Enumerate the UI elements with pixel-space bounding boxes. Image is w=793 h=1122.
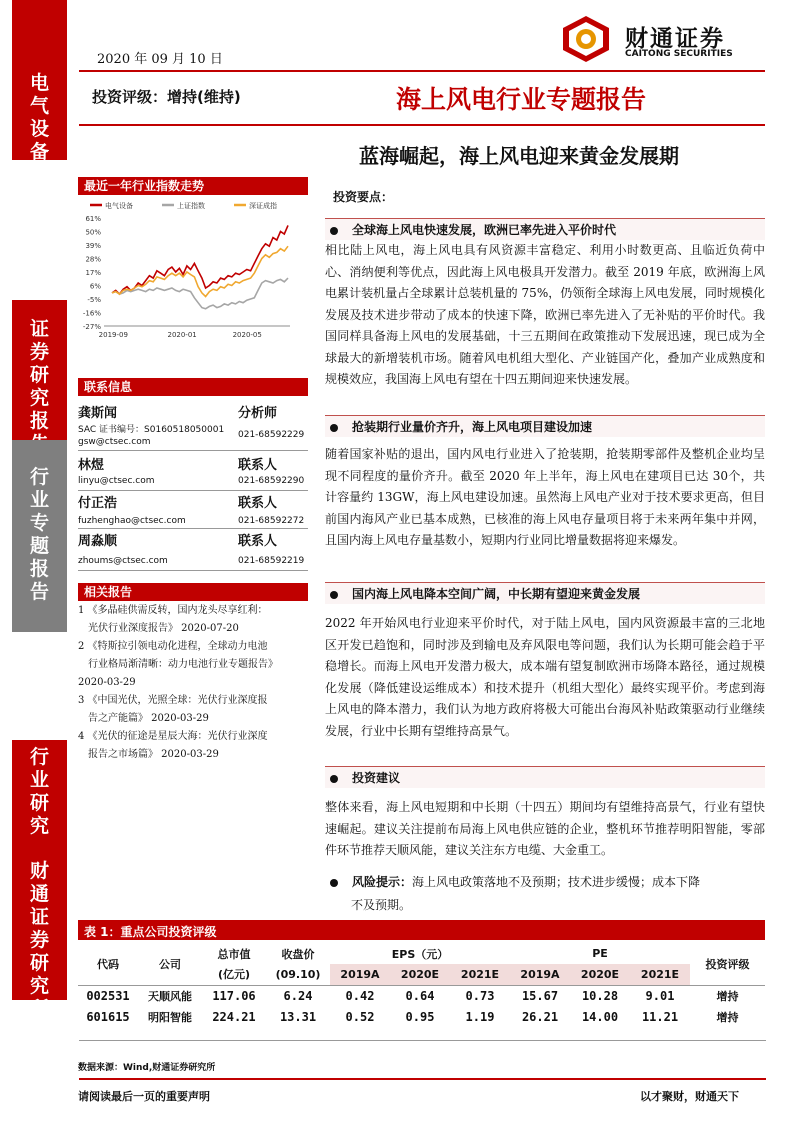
sidebar-report-kind [12,440,67,632]
col-code: 代码 [97,957,119,971]
contacts-list [78,400,308,580]
footer-disclaimer[interactable]: 请阅读最后一页的重要声明 [78,1090,210,1103]
sidebar-char: 券 [29,929,49,951]
year-cell: 2019A [510,964,570,985]
contact-role: 联系人 [238,496,278,511]
footer-rule [79,1078,766,1080]
point-body: 相比陆上风电，海上风电具有风资源丰富稳定、利用小时数更高、且临近负荷中心、消纳便利等优点，因此海上风电极具开发潜力。截至 2019 年底，欧洲海上风电累计装机量占全球累计总装机量的 75%，仍领衔全球海上风电发展，同时规模化发展及技术进步带动了成本的快速下降，欧洲已率先进入了无补贴的平价时代。我国同样具备海上风电的发展基础，十三五期间在政策推动下发展迅速，现已成为全球最大的新增装机市场。随着风电机组大型化、产业链国产化，叠加产业成熟度和规模效应，我国海上风电有望在十四五期间迎来快速发展。 [325,243,765,386]
contact-divider [78,490,308,491]
sidebar-char: 气 [29,95,49,117]
cell-rating: 增持 [716,1010,739,1024]
contact-cert: SAC 证书编号：S0160518050001 [78,425,225,435]
risk-note: 风险提示：海上风电政策落地不及预期；技术进步缓慢；成本下降 [330,873,700,890]
point-body: 随着国家补贴的退出，国内风电行业进入了抢装期，抢装期零部件及整机企业均呈现不同程度的量价齐升。截至 2020 年上半年，海上风电在建项目已达 30个，共计容量约 13GW，海上风电建设加速。虽然海上风电产业对于技术要求更高，但目前国内海风产业已基本成熟，已核准的海上风电存量项目将于未来两年集中并网，且国内海上风电存量基数小，短期内行业同比增量数据将迎来爆发。 [325,447,765,547]
table-row [78,985,765,1006]
col-mcap-unit: (亿元) [217,968,251,982]
sidebar-char: 究 [29,975,49,997]
contact-phone: 021-68592229 [238,430,305,440]
year-cell: 2019A [330,964,390,985]
ratings-table [78,943,765,1027]
year-cell: 2020E [390,964,450,985]
contact-phone: 021-68592272 [238,516,305,526]
sidebar-industry [12,0,67,163]
cell-value: 26.21 [521,1009,559,1024]
contact-role: 联系人 [238,458,278,473]
bullet-dot-icon [330,879,338,887]
point-body: 整体来看，海上风电短期和中长期（十四五）期间均有望维持高景气，行业有望快速崛起。建议关注提前布局海上风电供应链的企业，整机环节推荐明阳智能，零部件环节推荐天顺风能，建议关注东方电缆、大金重工。 [325,800,765,857]
related-line[interactable]: 告之产能篇》 2020-03-29 [88,713,209,724]
sidebar-char: 究 [29,387,49,409]
table-header-row [78,943,765,964]
sidebar-char: 电 [29,72,49,94]
sidebar-char: 研 [29,364,49,386]
investment-rating: 投资评级：增持(维持) [92,88,241,106]
logo-name-en: CAITONG SECURITIES [625,49,733,59]
index-chart-svg [78,196,308,346]
report-title: 海上风电行业专题报告 [396,85,647,114]
cell-code: 002531 [86,988,130,1003]
cell-value: 0.64 [405,988,435,1003]
logo-mark-icon [557,14,615,64]
index-section-title: 最近一年行业指数走势 [78,177,308,195]
header-rule-top [79,70,765,72]
contact-email[interactable]: gsw@ctsec.com [78,437,151,447]
cell-value: 10.28 [581,988,619,1003]
year-cell: 2020E [570,964,630,985]
index-chart [78,196,308,346]
legend-label: 上证指数 [177,202,205,210]
sidebar-char: 行 [29,466,49,488]
sidebar-char: 业 [29,489,49,511]
col-price-date: (09.10) [275,967,321,981]
legend-label: 电气设备 [105,202,133,210]
cell-value: 0.95 [405,1009,435,1024]
y-tick-label: 61% [85,215,101,223]
col-company: 公司 [159,957,181,971]
y-tick-label: -16% [82,309,101,318]
cell-value: 0.52 [345,1009,375,1024]
y-tick-label: 6% [89,282,101,291]
col-mcap: 总市值 [217,947,251,961]
related-line[interactable]: 行业格局渐清晰：动力电池行业专题报告》 [88,659,278,670]
point-heading: 抢装期行业量价齐升，海上风电项目建设加速 [330,418,592,435]
sidebar-char: 证 [29,318,49,340]
sidebar-char: 所 [29,998,49,1020]
sidebar-department [12,740,67,1020]
bullet-dot-icon [330,227,338,235]
contact-name: 林煜 [78,458,105,473]
sidebar-char: 行 [29,746,49,768]
point-heading: 全球海上风电快速发展，欧洲已率先进入平价时代 [330,221,616,238]
sidebar-char: 专 [29,512,49,534]
col-rating: 投资评级 [705,957,750,971]
table-row [78,1006,765,1027]
left-sidebar [12,0,67,1020]
company-logo [553,14,743,64]
header-rule-bottom [79,124,765,126]
contact-name: 周淼顺 [78,534,118,549]
contact-email[interactable]: linyu@ctsec.com [78,476,155,486]
y-tick-label: -27% [82,323,101,331]
col-price: 收盘价 [281,947,315,961]
contact-name: 付正浩 [78,496,118,511]
related-reports [78,602,313,764]
data-source: 数据来源：Wind,财通证券研究所 [78,1063,216,1073]
cell-value: 9.01 [645,988,675,1003]
sidebar-char: 设 [29,118,49,140]
sidebar-char: 财 [29,860,49,882]
contact-phone: 021-68592290 [238,476,305,486]
risk-note-cont: 不及预期。 [351,898,412,912]
related-line[interactable]: 光伏行业深度报告》 2020-07-20 [88,623,239,634]
point-body: 2022 年开始风电行业迎来平价时代，对于陆上风电，国内风资源最丰富的三北地区开发已趋饱和，同时涉及到输电及弃风限电等问题，我们认为长期可能会趋于平稳增长。而海上风电开发潜力极大，成本端有望复制欧洲市场降本路径，通过规模化发展（降低建设运维成本）和技术提升（机组大型化）最终实现平价。考虑到海上风电的降本潜力，我们认为地方政府将极大可能出台海风补贴政策驱动行业继续发展，行业中长期有望维持高景气。 [325,616,765,738]
cell-value: 1.19 [465,1009,495,1024]
bullet-dot-icon [330,591,338,599]
cell-code: 601615 [86,1009,130,1024]
bullet-dot-icon [330,775,338,783]
contact-name: 龚斯闻 [78,406,118,421]
col-pe: PE [592,947,608,960]
contact-divider [78,528,308,529]
report-date: 2020 年 09 月 10 日 [97,52,223,67]
sidebar-char: 报 [29,558,49,580]
legend-label: 深证成指 [249,202,277,210]
year-cell: 2021E [630,964,690,985]
sidebar-char: 题 [29,535,49,557]
logo-name-cn: 财通证券 [625,26,725,52]
y-tick-label: 28% [85,255,101,264]
col-eps: EPS（元） [391,947,449,961]
sidebar-char: 研 [29,792,49,814]
cell-price: 6.24 [283,988,313,1003]
bullet-dot-icon [330,424,338,432]
sidebar-char: 券 [29,341,49,363]
y-tick-label: 50% [85,228,101,237]
cell-value: 0.42 [345,988,375,1003]
related-line[interactable]: 3 《中国光伏，光照全球：光伏行业深度报 [78,695,268,706]
sidebar-char: 业 [29,769,49,791]
year-cell: 2021E [450,964,510,985]
y-tick-label: -5% [87,296,101,304]
contact-role: 联系人 [238,534,278,549]
sidebar-char: 证 [29,906,49,928]
contacts-title: 联系信息 [78,378,308,396]
cell-value: 15.67 [521,988,559,1003]
table-bottom-rule [79,1040,766,1041]
sidebar-char: 备 [29,141,49,163]
cell-price: 13.31 [279,1009,317,1024]
related-line[interactable]: 4 《光伏的征途是星辰大海：光伏行业深度 [78,731,268,742]
y-tick-label: 39% [85,242,101,250]
cell-value: 11.21 [641,1009,679,1024]
point-heading: 投资建议 [330,769,400,786]
cell-company: 明阳智能 [148,1010,192,1024]
point-heading: 国内海上风电降本空间广阔，中长期有望迎来黄金发展 [330,585,640,602]
related-line[interactable]: 2020-03-29 [78,677,136,688]
cell-mcap: 224.21 [212,1009,256,1024]
related-line[interactable]: 2 《特斯拉引领电动化进程，全球动力电池 [78,641,268,652]
footer-slogan: 以才聚财，财通天下 [640,1090,739,1103]
contact-divider [78,570,308,571]
x-tick-label: 2020-05 [232,331,262,339]
contact-email[interactable]: zhoums@ctsec.com [78,556,168,566]
x-tick-label: 2020-01 [167,331,197,339]
sidebar-char: 研 [29,952,49,974]
contact-role: 分析师 [238,406,278,421]
y-tick-label: 17% [85,269,101,277]
sidebar-char: 通 [29,883,49,905]
related-line[interactable]: 报告之市场篇》 2020-03-29 [88,749,219,760]
report-subtitle: 蓝海崛起，海上风电迎来黄金发展期 [359,144,679,168]
contact-email[interactable]: fuzhenghao@ctsec.com [78,516,186,526]
table-title: 表 1：重点公司投资评级 [78,920,765,940]
contact-divider [78,450,308,451]
contact-phone: 021-68592219 [238,556,305,566]
related-title: 相关报告 [78,583,308,601]
cell-value: 0.73 [465,988,495,1003]
related-line[interactable]: 1 《多晶硅供需反转，国内龙头尽享红利： [78,605,268,616]
cell-rating: 增持 [716,989,739,1003]
sidebar-report-type [12,300,67,440]
cell-company: 天顺风能 [148,989,192,1003]
sidebar-char: 究 [29,815,49,837]
cell-mcap: 117.06 [212,988,256,1003]
cell-value: 14.00 [581,1009,619,1024]
abstract-title: 投资要点： [333,190,394,204]
x-tick-label: 2019-09 [98,331,128,339]
sidebar-char: 报 [29,410,49,432]
sidebar-char: 告 [29,581,49,603]
